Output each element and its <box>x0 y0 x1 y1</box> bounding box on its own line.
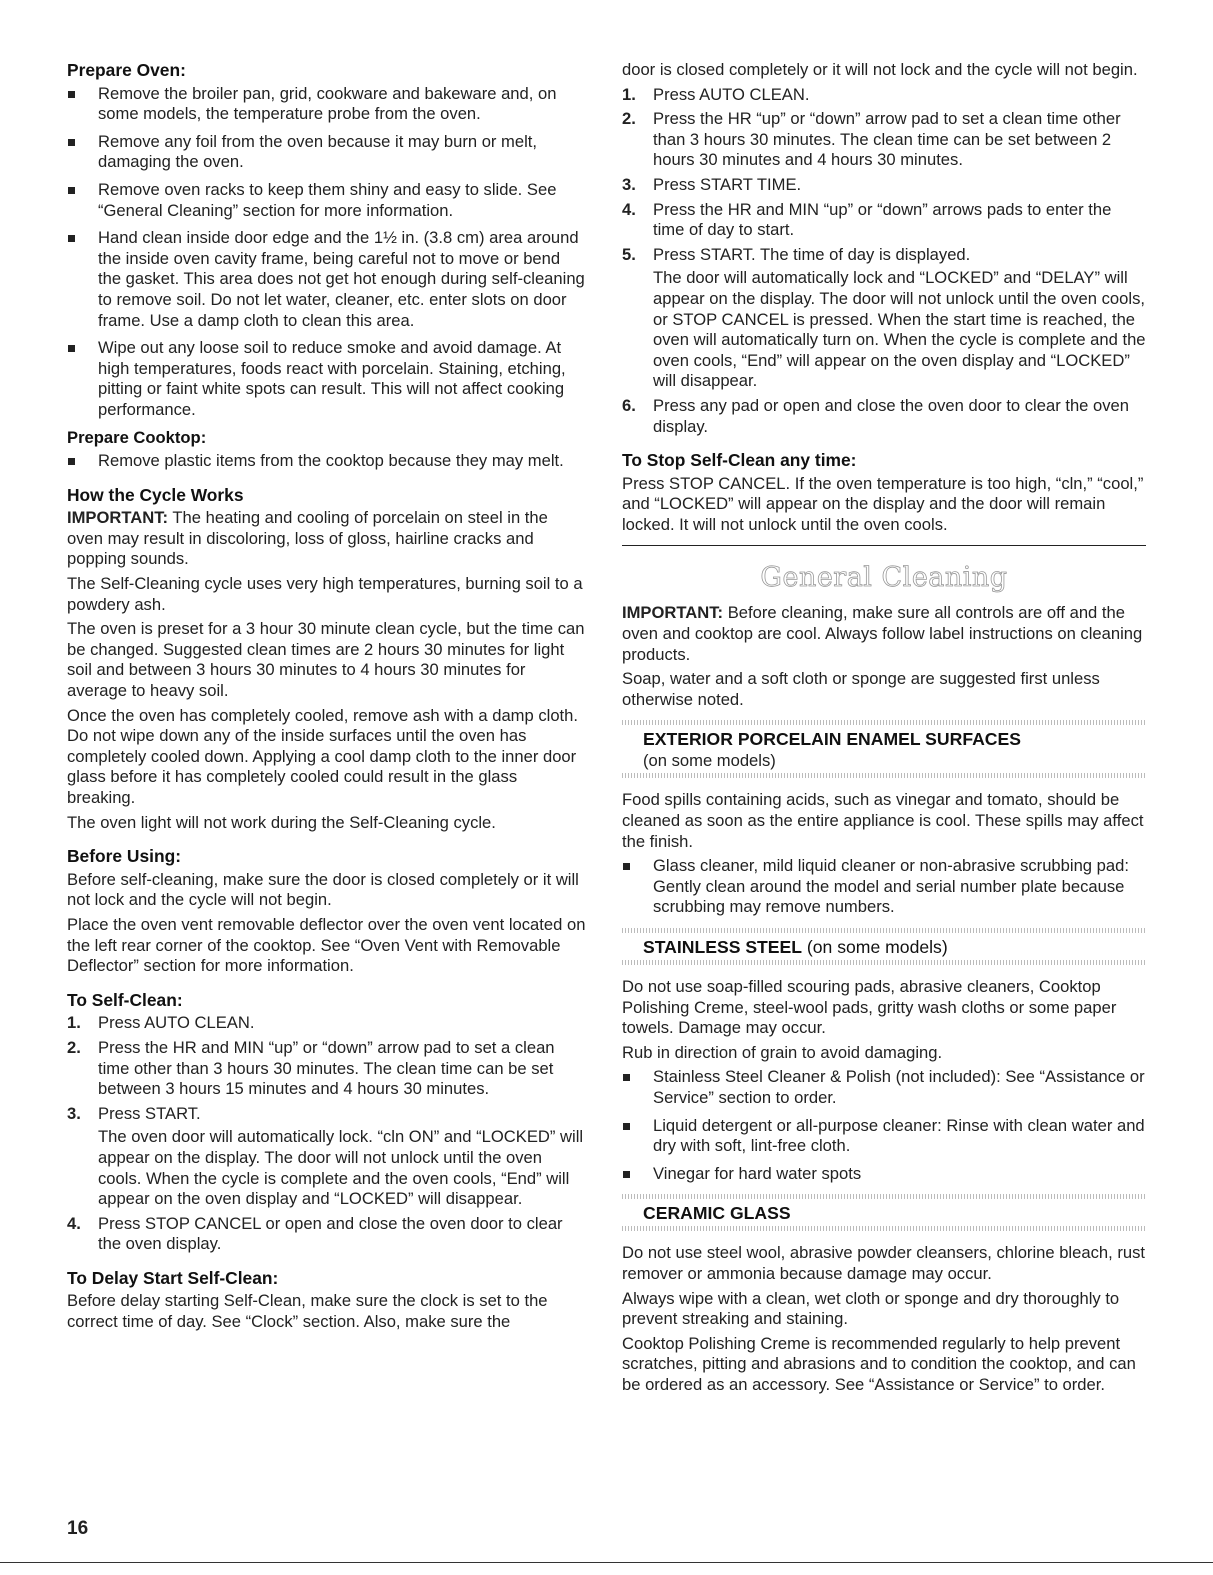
stainless-steel-title: STAINLESS STEEL <box>643 937 803 957</box>
prepare-cooktop-heading: Prepare Cooktop: <box>67 427 207 447</box>
delay-start-heading: To Delay Start Self-Clean: <box>67 1267 279 1288</box>
list-item: Vinegar for hard water spots <box>622 1164 1146 1185</box>
important-paragraph <box>67 508 587 570</box>
step-text: Press the HR and MIN “up” or “down” arrow pad to set a clean time other than 3 hours 30 minutes. The clean time can be set between 3 hours 15 minutes and 4 hours 30 minutes. <box>98 1037 555 1099</box>
section-band-top <box>622 928 1146 933</box>
paragraph: Food spills containing acids, such as vinegar and tomato, should be cleaned as soon as the entire appliance is cool. These spills may affect the finish. <box>622 790 1144 851</box>
step-number: 1. <box>67 1013 81 1033</box>
stainless-steel-heading <box>622 937 1146 958</box>
important-text: Before cleaning, make sure all controls are off and the oven and cooktop are cool. Always follow label instructions on cleaning products. <box>622 603 1143 664</box>
paragraph: Before delay starting Self-Clean, make sure the clock is set to the correct time of day. See “Clock” section. Also, make sure the <box>67 1291 548 1332</box>
paragraph: Soap, water and a soft cloth or sponge are suggested first unless otherwise noted. <box>622 669 1100 709</box>
step-detail: The oven door will automatically lock. “cln ON” and “LOCKED” will appear on the display. The door will not unlock until the oven cools. When the cycle is complete and the oven cools, “End” will appear on the oven display and “LOCKED” will disappear. <box>98 1127 584 1209</box>
step-text: Press the HR and MIN “up” or “down” arrows pads to enter the time of day to start. <box>653 199 1112 240</box>
page-number: 16 <box>67 1518 89 1539</box>
step-item <box>622 396 1146 437</box>
paragraph: Press STOP CANCEL. If the oven temperature is too high, “cln,” “cool,” and “LOCKED” will appear on the display and the door will remain locked. It will not unlock until the oven cools. <box>622 473 1144 534</box>
step-item <box>622 245 1146 392</box>
paragraph: Before self-cleaning, make sure the door is closed completely or it will not lock and the cycle will not begin. <box>67 869 579 910</box>
paragraph: Do not use steel wool, abrasive powder cleansers, chlorine bleach, rust remover or ammonia because damage may occur. <box>622 1243 1145 1283</box>
step-number: 4. <box>67 1213 81 1233</box>
delay-start-steps <box>622 85 1146 438</box>
step-text: Press the HR “up” or “down” arrow pad to set a clean time other than 3 hours 30 minutes. The clean time can be set between 2 hours 30 minutes and 4 hours 30 minutes. <box>653 109 1121 170</box>
step-text: Press START TIME. <box>653 174 802 194</box>
list-item: Remove any foil from the oven because it may burn or melt, damaging the oven. <box>67 132 587 173</box>
step-text: Press AUTO CLEAN. <box>653 84 810 104</box>
self-clean-heading: To Self-Clean: <box>67 989 183 1010</box>
step-item <box>67 1214 587 1255</box>
step-number: 3. <box>622 174 636 194</box>
section-band-top <box>622 1194 1146 1199</box>
stainless-steel-list <box>622 1067 1146 1184</box>
right-column <box>622 60 1146 1400</box>
paragraph: The oven light will not work during the Self-Cleaning cycle. <box>67 812 496 832</box>
important-label: IMPORTANT: <box>622 603 724 623</box>
paragraph: Rub in direction of grain to avoid damaging. <box>622 1042 943 1062</box>
important-text: The heating and cooling of porcelain on steel in the oven may result in discoloring, loss of gloss, hairline cracks and popping sounds. <box>67 508 548 569</box>
paragraph: Always wipe with a clean, wet cloth or sponge and dry thoroughly to prevent streaking and staining. <box>622 1288 1120 1329</box>
paragraph: Cooktop Polishing Creme is recommended regularly to help prevent scratches, pitting and abrasions and to condition the cooktop, and can be ordered as an accessory. See “Assistance or Service” to order. <box>622 1333 1136 1394</box>
exterior-porcelain-list <box>622 856 1146 918</box>
section-band-bottom <box>622 773 1146 778</box>
step-number: 2. <box>67 1037 81 1057</box>
list-item: Remove the broiler pan, grid, cookware and bakeware and, on some models, the temperature probe from the oven. <box>67 84 587 125</box>
step-number: 6. <box>622 395 636 415</box>
general-cleaning-title: General Cleaning <box>760 562 1008 594</box>
list-item: Glass cleaner, mild liquid cleaner or non-abrasive scrubbing pad: Gently clean around the model and serial number plate because scrubbing may remove numbers. <box>622 856 1146 918</box>
section-divider <box>622 545 1146 546</box>
paragraph: Once the oven has completely cooled, remove ash with a damp cloth. Do not wipe down any of the inside surfaces until the oven has completely cooled down. Applying a cool damp cloth to the inner door glass before it has completely cooled could result in the glass breaking. <box>67 705 578 807</box>
stainless-steel-note: (on some models) <box>802 937 948 957</box>
exterior-porcelain-heading: EXTERIOR PORCELAIN ENAMEL SURFACES <box>643 729 1021 750</box>
step-number: 4. <box>622 199 636 219</box>
section-band-bottom <box>622 1226 1146 1231</box>
list-item: Remove plastic items from the cooktop because they may melt. <box>67 451 587 472</box>
step-item <box>67 1013 587 1034</box>
prepare-oven-heading: Prepare Oven: <box>67 60 186 80</box>
step-item <box>67 1104 587 1210</box>
paragraph: Place the oven vent removable deflector over the oven vent located on the left rear corner of the cooktop. See “Oven Vent with Removable Deflector” section for more information. <box>67 914 586 976</box>
paragraph: The Self-Cleaning cycle uses very high temperatures, burning soil to a powdery ash. <box>67 574 583 614</box>
step-number: 2. <box>622 109 636 129</box>
step-number: 1. <box>622 84 636 104</box>
list-item: Liquid detergent or all-purpose cleaner: Rinse with clean water and dry with soft, lint-free cloth. <box>622 1116 1146 1157</box>
footer-rule <box>0 1562 1213 1563</box>
step-detail: The door will automatically lock and “LOCKED” and “DELAY” will appear on the display. The door will not unlock until the oven cools, or STOP CANCEL is pressed. When the start time is reached, the oven will automatically turn on. When the cycle is complete and the oven cools, “End” will appear on the oven display and “LOCKED” will disappear. <box>653 268 1146 391</box>
left-column <box>67 60 587 1337</box>
prepare-cooktop-list <box>67 451 587 472</box>
step-item <box>622 200 1146 241</box>
paragraph: Do not use soap-filled scouring pads, abrasive cleaners, Cooktop Polishing Creme, steel-wool pads, gritty wash cloths or some paper towels. Damage may occur. <box>622 977 1117 1038</box>
step-text: Press START. The time of day is displayed. <box>653 244 971 264</box>
exterior-porcelain-note: (on some models) <box>643 751 776 771</box>
list-item: Stainless Steel Cleaner & Polish (not included): See “Assistance or Service” section to order. <box>622 1067 1146 1108</box>
list-item: Wipe out any loose soil to reduce smoke and avoid damage. At high temperatures, foods react with porcelain. Staining, etching, pitting or faint white spots can result. This will not affect cooking performance. <box>67 338 587 420</box>
step-item <box>622 109 1146 171</box>
stop-self-clean-heading: To Stop Self-Clean any time: <box>622 450 857 471</box>
step-number: 3. <box>67 1103 81 1123</box>
paragraph: door is closed completely or it will not lock and the cycle will not begin. <box>622 60 1138 79</box>
paragraph: The oven is preset for a 3 hour 30 minute clean cycle, but the time can be changed. Suggested clean times are 2 hours 30 minutes for light soil and between 3 hours 30 minutes to 4 hours 30 minutes for average to heavy soil. <box>67 619 585 701</box>
section-band-bottom <box>622 960 1146 965</box>
before-using-heading: Before Using: <box>67 846 182 867</box>
ceramic-glass-heading: CERAMIC GLASS <box>643 1203 791 1224</box>
important-label: IMPORTANT: <box>67 508 169 528</box>
list-item: Remove oven racks to keep them shiny and easy to slide. See “General Cleaning” section for more information. <box>67 180 587 221</box>
important-paragraph <box>622 603 1146 665</box>
step-item <box>622 85 1146 106</box>
self-clean-steps <box>67 1013 587 1255</box>
step-item <box>622 175 1146 196</box>
step-number: 5. <box>622 244 636 264</box>
prepare-oven-list <box>67 84 587 421</box>
step-text: Press AUTO CLEAN. <box>98 1013 255 1033</box>
step-text: Press START. <box>98 1103 201 1123</box>
how-cycle-works-heading: How the Cycle Works <box>67 484 244 505</box>
list-item: Hand clean inside door edge and the 1½ in. (3.8 cm) area around the inside oven cavity frame, being careful not to move or bend the gasket. This area does not get hot enough during self-cleaning to remove soil. Do not let water, cleaner, etc. enter slots on door frame. Use a damp cloth to clean this area. <box>67 228 587 331</box>
step-text: Press any pad or open and close the oven door to clear the oven display. <box>653 395 1130 436</box>
step-item <box>67 1038 587 1100</box>
section-band-top <box>622 720 1146 725</box>
step-text: Press STOP CANCEL or open and close the oven door to clear the oven display. <box>98 1213 563 1254</box>
